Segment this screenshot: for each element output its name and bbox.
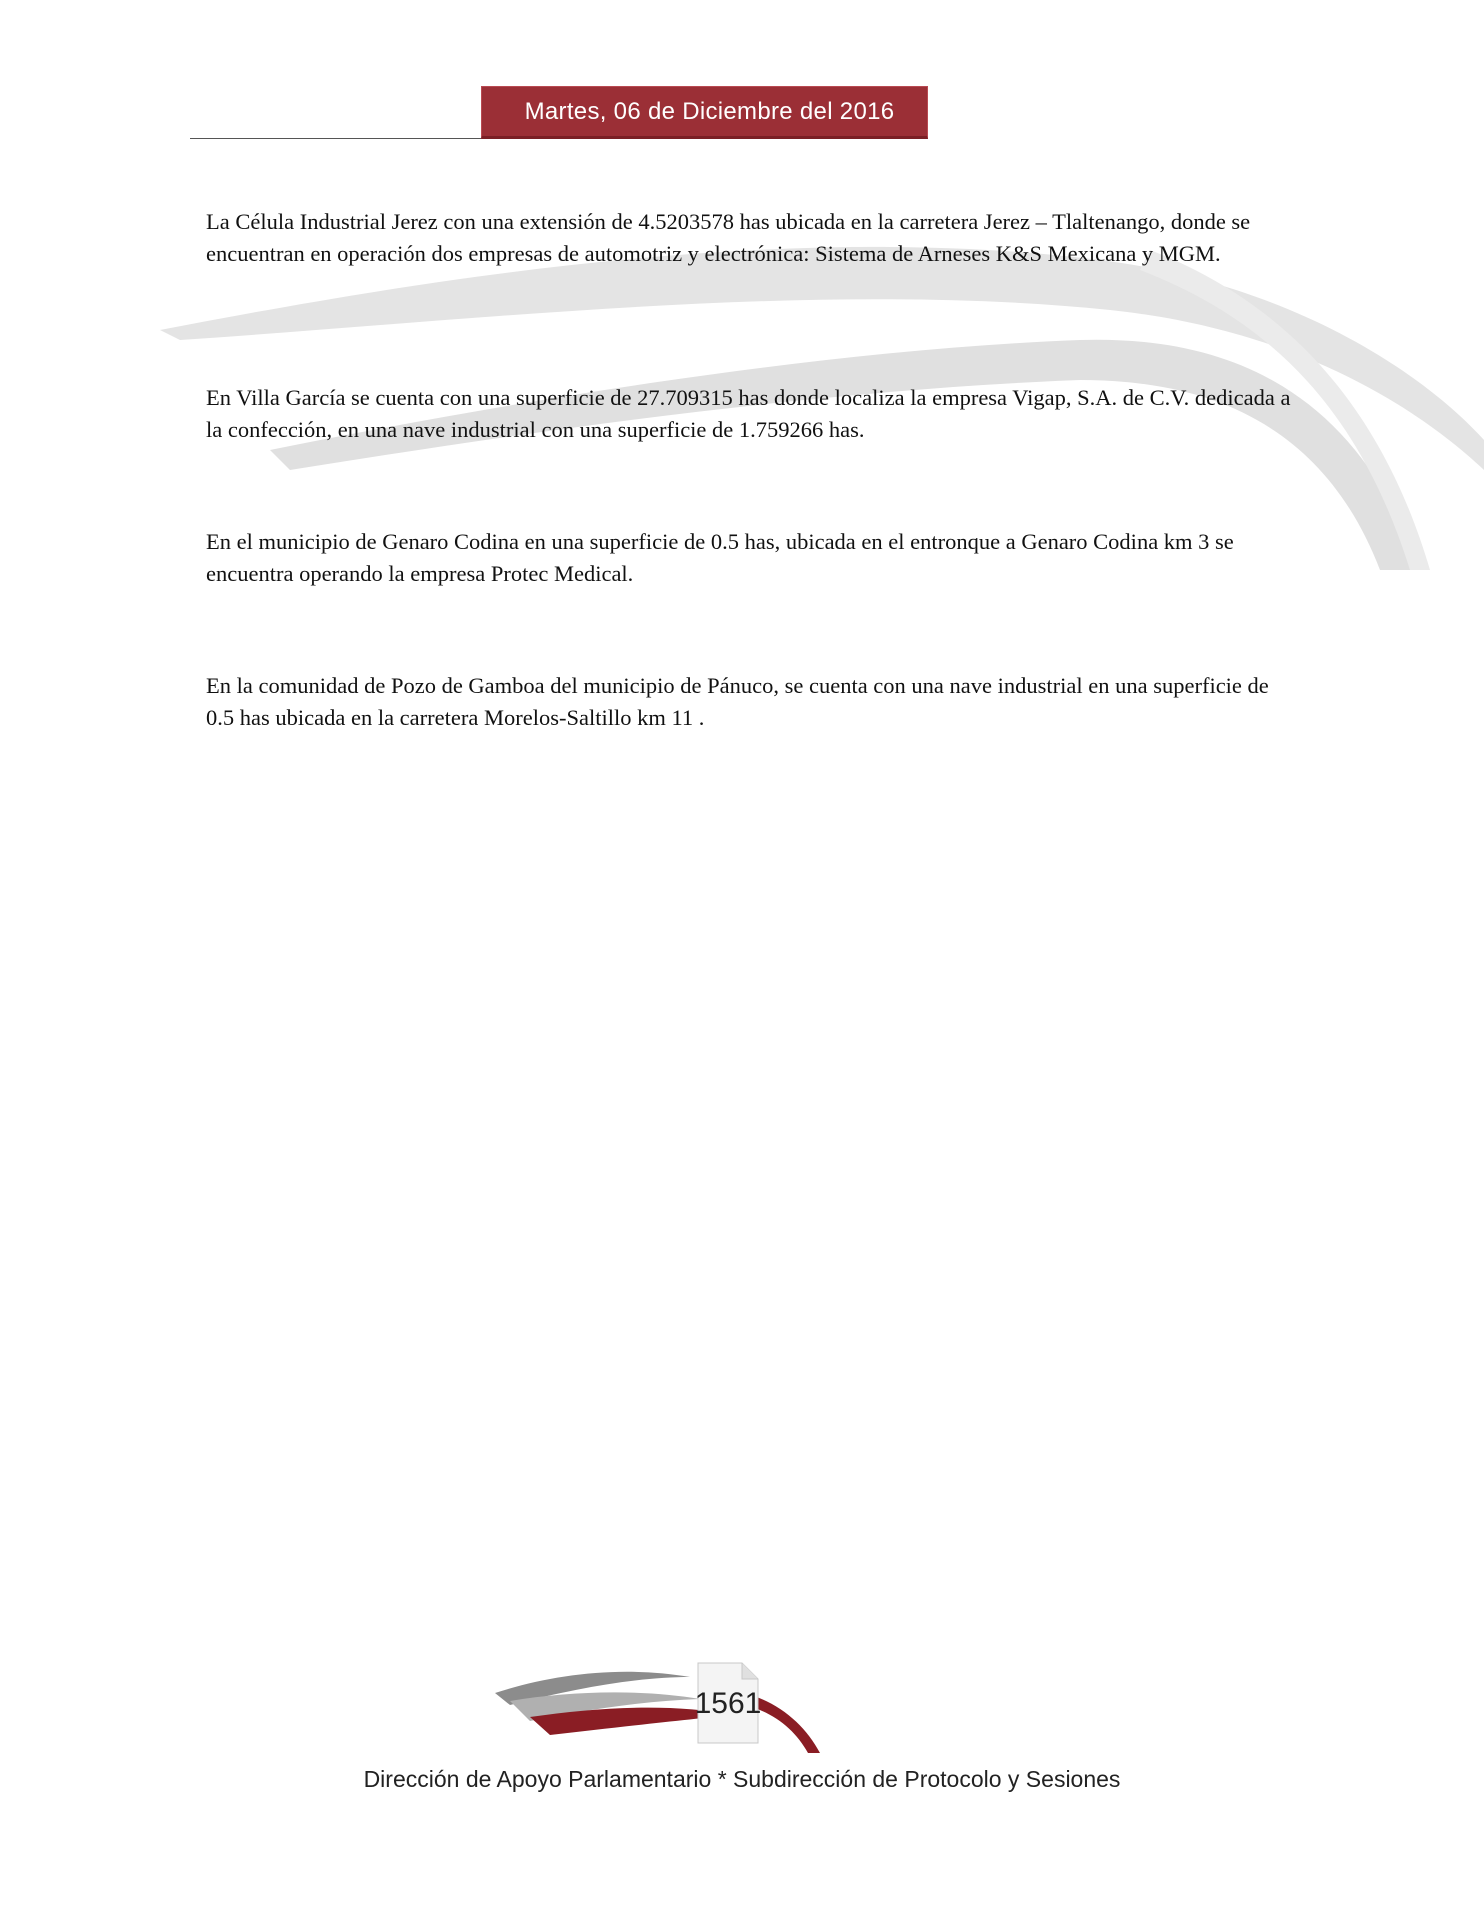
footer-text: Dirección de Apoyo Parlamentario * Subdirección de Protocolo y Sesiones	[363, 1766, 1121, 1792]
header-date: Martes, 06 de Diciembre del 2016	[524, 97, 895, 125]
paragraph-genaro-codina: En el municipio de Genaro Codina en una superficie de 0.5 has, ubicada en el entronque a Genaro Codina km 3 se encuentra operando la empresa Protec Medical.	[206, 529, 1234, 586]
paragraph-pozo-de-gamboa: En la comunidad de Pozo de Gamboa del municipio de Pánuco, se cuenta con una nave industrial en una superficie de 0.5 has ubicada en la carretera Morelos-Saltillo km 11 .	[206, 673, 1269, 730]
paragraph-villa-garcia: En Villa García se cuenta con una superficie de 27.709315 has donde localiza la empresa Vigap, S.A. de C.V. dedicada a la confección, en una nave industrial con una superficie de 1.759266 has.	[206, 385, 1291, 442]
date-banner	[481, 86, 928, 139]
footer-swoosh-logo	[490, 1655, 830, 1755]
page-number: 1561	[694, 1687, 762, 1720]
paragraph-celula-jerez: La Célula Industrial Jerez con una extensión de 4.5203578 has ubicada en la carretera Jerez – Tlaltenango, donde se encuentran en operación dos empresas de automotriz y electrónica: Sistema de Arneses K&S Mexicana y MGM.	[206, 209, 1251, 266]
header-rule	[190, 138, 482, 139]
